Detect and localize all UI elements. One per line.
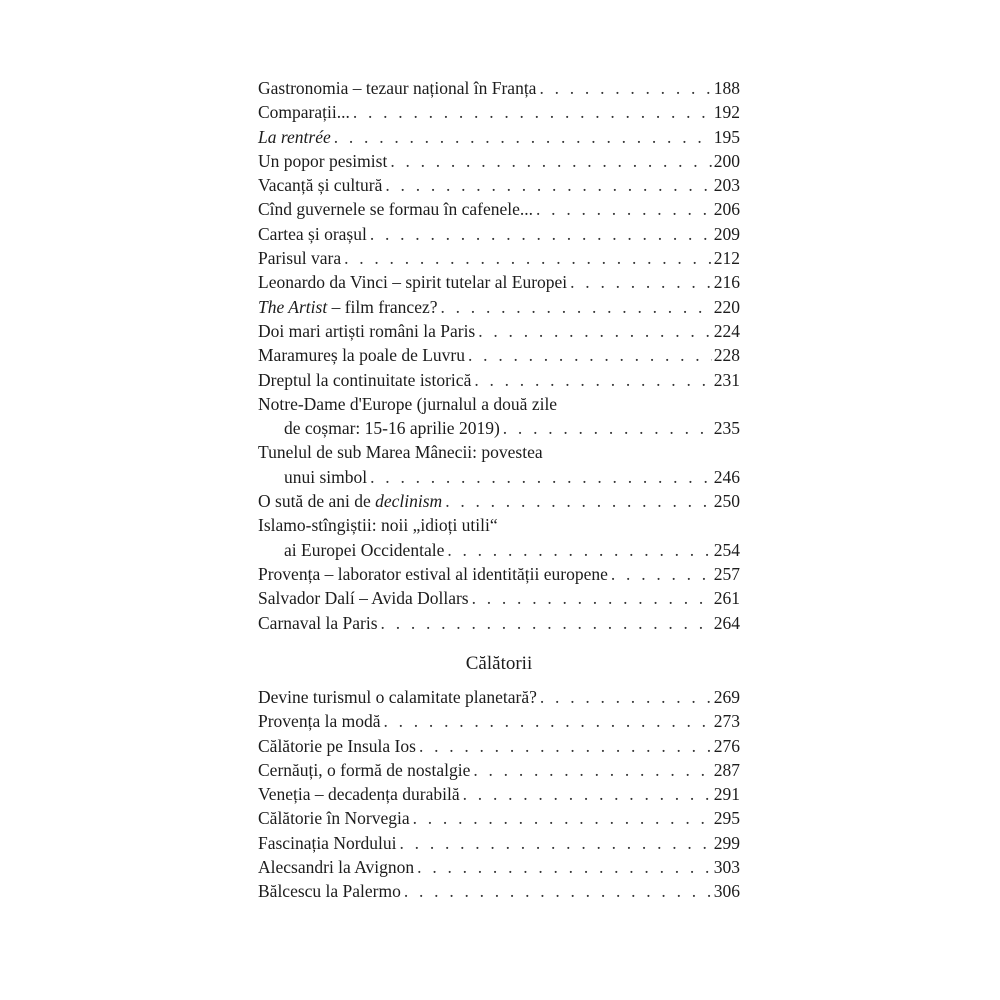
page-number: 291 [713, 784, 740, 805]
toc-entry [258, 76, 740, 100]
dot-leader [344, 246, 712, 270]
page-number: 273 [713, 711, 740, 732]
entry-title: Călătorie pe Insula Ios [258, 735, 416, 756]
entry-title: Maramureș la poale de Luvru [258, 345, 466, 366]
dot-leader [445, 489, 712, 513]
toc-entry [258, 685, 740, 709]
dot-leader [441, 295, 712, 319]
toc-entry [258, 782, 740, 806]
toc-entry [258, 222, 740, 246]
dot-leader [473, 758, 711, 782]
toc-entry [258, 758, 740, 782]
dot-leader [370, 222, 712, 246]
entry-title: Cernăuți, o formă de nostalgie [258, 759, 471, 780]
entry-title: Bălcescu la Palermo [258, 881, 401, 902]
dot-leader [417, 855, 712, 879]
toc-section-1 [258, 76, 740, 635]
page-number: 254 [713, 539, 740, 560]
page-number: 276 [713, 735, 740, 756]
toc-entry [258, 855, 740, 879]
entry-title-line-2: de coșmar: 15-16 aprilie 2019) [284, 418, 500, 439]
entry-title: Comparații... [258, 102, 350, 123]
page-number: 250 [713, 491, 740, 512]
page-number: 220 [713, 296, 740, 317]
toc-entry [258, 562, 740, 586]
dot-leader [611, 562, 712, 586]
toc-entry [258, 709, 740, 733]
dot-leader [478, 319, 712, 343]
page-number: 257 [713, 563, 740, 584]
toc-entry [258, 806, 740, 830]
entry-title: Devine turismul o calamitate planetară? [258, 687, 537, 707]
toc-entry [258, 879, 740, 903]
dot-leader [419, 734, 712, 758]
page-number: 306 [713, 881, 740, 902]
dot-leader [404, 879, 712, 903]
toc-entry [258, 734, 740, 758]
dot-leader [539, 76, 711, 100]
page-number: 212 [713, 248, 740, 269]
dot-leader [353, 100, 712, 124]
entry-title: Parisul vara [258, 248, 342, 269]
entry-title: Doi mari artiști români la Paris [258, 320, 476, 341]
entry-title: Leonardo da Vinci – spirit tutelar al Europei [258, 272, 568, 293]
dot-leader [468, 343, 712, 367]
page-number: 224 [713, 320, 740, 341]
dot-leader [472, 586, 712, 610]
dot-leader [385, 173, 711, 197]
dot-leader [463, 782, 712, 806]
page-number: 261 [713, 588, 740, 609]
section-heading: Călătorii [465, 653, 533, 674]
toc-entry [258, 343, 740, 367]
dot-leader [370, 465, 712, 489]
entry-title-line-1: Notre-Dame d'Europe (jurnalul a două zile [258, 393, 558, 414]
entry-title: Cînd guvernele se formau în cafenele... [258, 199, 534, 220]
entry-title [258, 295, 438, 319]
toc-entry [258, 489, 740, 513]
page-number: 246 [713, 466, 740, 487]
toc-section-2 [258, 685, 740, 904]
toc-entry [258, 197, 740, 221]
entry-title-line-1: Tunelul de sub Marea Mânecii: povestea [258, 442, 543, 463]
toc-entry-multiline [258, 513, 740, 562]
dot-leader [503, 416, 712, 440]
entry-title: Carnaval la Paris [258, 612, 378, 633]
entry-title: Gastronomia – tezaur național în Franța [258, 78, 537, 98]
entry-title-line-2: ai Europei Occidentale [284, 539, 445, 560]
page-number: 216 [713, 272, 740, 293]
dot-leader [334, 125, 712, 149]
entry-title: Cartea și orașul [258, 223, 367, 244]
entry-title-rest: – film francez? [327, 296, 438, 317]
page-number: 299 [713, 832, 740, 853]
entry-title [258, 489, 442, 513]
toc-entry [258, 319, 740, 343]
entry-title: Fascinația Nordului [258, 832, 397, 853]
entry-title-line-2-row [258, 538, 740, 562]
toc-entry [258, 246, 740, 270]
entry-title-line-1: Islamo-stîngiștii: noii „idioți utili“ [258, 515, 498, 536]
dot-leader [540, 685, 712, 709]
dot-leader [390, 149, 711, 173]
page-number: 203 [713, 175, 740, 196]
entry-title: Salvador Dalí – Avida Dollars [258, 588, 469, 609]
page-number: 200 [713, 150, 740, 171]
toc-entry [258, 270, 740, 294]
page-number: 228 [713, 345, 740, 366]
dot-leader [413, 806, 712, 830]
toc-entry-multiline [258, 440, 740, 489]
entry-title: Vacanță și cultură [258, 175, 383, 196]
dot-leader [474, 368, 711, 392]
toc-entry [258, 149, 740, 173]
entry-title: Dreptul la continuitate istorică [258, 369, 472, 390]
entry-title-line-2: unui simbol [284, 466, 368, 487]
page-number: 206 [713, 199, 740, 220]
toc-entry-multiline [258, 392, 740, 441]
page-number: 195 [713, 126, 740, 147]
entry-title-italic: The Artist [258, 296, 328, 317]
entry-title: Alecsandri la Avignon [258, 857, 415, 878]
toc-entry [258, 368, 740, 392]
entry-title: Provența la modă [258, 711, 381, 732]
page-number: 264 [713, 612, 740, 633]
entry-title: Un popor pesimist [258, 150, 388, 171]
dot-leader [400, 831, 712, 855]
page-number: 295 [713, 808, 740, 829]
dot-leader [383, 709, 711, 733]
page-number: 192 [713, 102, 740, 123]
page-number: 287 [713, 759, 740, 780]
page-number: 303 [713, 857, 740, 878]
page-number: 209 [713, 223, 740, 244]
entry-title-line-2-row [258, 416, 740, 440]
toc-entry [258, 831, 740, 855]
entry-title-line-2-row [258, 465, 740, 489]
dot-leader [570, 270, 712, 294]
toc-entry [258, 586, 740, 610]
entry-title-italic: declinism [375, 491, 443, 512]
entry-title-start: O sută de ani de [258, 491, 376, 512]
page-number: 231 [713, 369, 740, 390]
entry-title: La rentrée [258, 126, 331, 147]
page-number: 188 [713, 78, 740, 98]
toc-entry [258, 100, 740, 124]
toc-entry [258, 173, 740, 197]
dot-leader [381, 611, 712, 635]
entry-title: Veneția – decadența durabilă [258, 784, 460, 805]
page-number: 235 [713, 418, 740, 439]
dot-leader [536, 197, 712, 221]
toc-entry [258, 611, 740, 635]
entry-title: Provența – laborator estival al identității europene [258, 563, 608, 584]
dot-leader [447, 538, 711, 562]
entry-title: Călătorie în Norvegia [258, 808, 410, 829]
toc-entry [258, 125, 740, 149]
page-number: 269 [713, 687, 740, 707]
toc-entry [258, 295, 740, 319]
